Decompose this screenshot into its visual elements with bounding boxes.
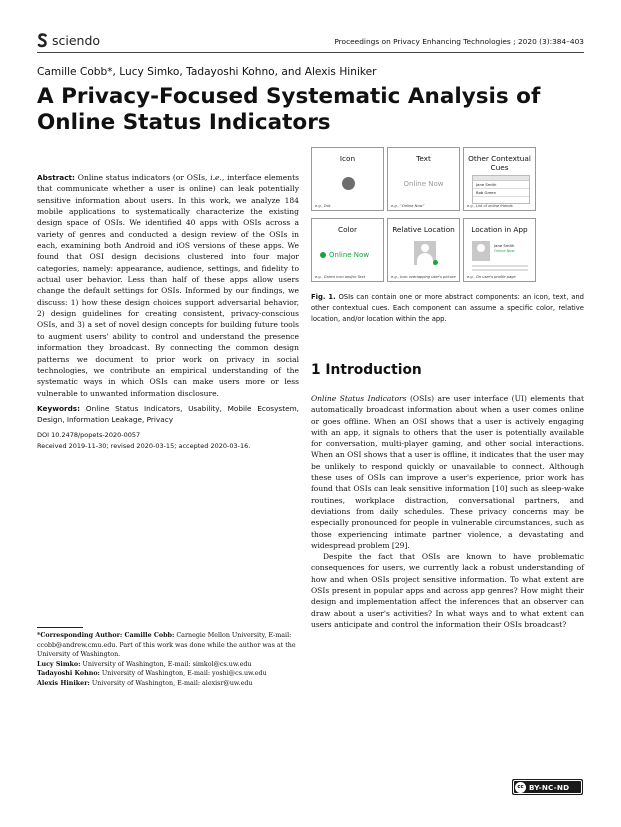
journal-reference: Proceedings on Privacy Enhancing Technologies ; 2020 (3):384–403 (334, 37, 584, 46)
intro-paragraph-1: Online Status Indicators (OSIs) are user interface (UI) elements that automatically broadcast information about when a user comes online or goes offline. When an OSI shows that a user is actively engaging with an app, it signals to others that the user is potentially available for conversation, multi-player gaming, and other social interactions. When an OSI shows that a user is offline, it indicates that the user may be unlikely to respond quickly or unavailable to connect. Although these uses of OSIs can improve a user's experience, prior work has found that OSIs can leak sensitive information [10] such as sleep-wake routines, workplace distraction, conversational partners, and deviations from daily schedules. These privacy concerns may be especially pronounced for people in vulnerable circumstances, such as those experiencing intimate partner violence, a devastating and widespread problem [29]. (311, 394, 585, 550)
figure-caption (311, 292, 584, 325)
header-divider (37, 52, 584, 53)
license-badge (512, 779, 583, 795)
profile-name: Jane Smith (494, 243, 515, 248)
figure-caption-text: OSIs can contain one or more abstract components: an icon, text, and other contextual cues. Each component can assume a specific color, relative location, and/or location within the app. (311, 293, 584, 323)
footnote-author: Alexis Hiniker: University of Washington, E-mail: alexisr@uw.edu (37, 679, 253, 687)
online-now-text: Online Now (329, 251, 370, 259)
license-text: BY-NC-ND (529, 782, 570, 792)
footnote-divider (37, 627, 83, 628)
online-now-text: Online Now (403, 180, 444, 188)
cell-title: Location in App (471, 225, 528, 234)
defined-term: Online Status Indicators (311, 394, 407, 403)
right-column (311, 393, 584, 630)
abstract-text-start: Online status indicators (or OSIs, (77, 173, 211, 182)
author-list: Camille Cobb*, Lucy Simko, Tadayoshi Kohno, and Alexis Hiniker (37, 66, 377, 78)
received-dates: Received 2019-11-30; revised 2020-03-15; accepted 2020-03-16. (37, 441, 251, 450)
publisher-name: sciendo (52, 32, 101, 48)
figure-cell-color (311, 218, 384, 282)
green-dot-icon (320, 252, 326, 258)
cell-title: Other Contextual Cues (468, 154, 531, 172)
green-online-indicator (320, 251, 369, 259)
online-friends-list (472, 175, 530, 204)
figure-osi-components (311, 147, 584, 282)
cell-title: Relative Location (392, 225, 455, 234)
abstract-label: Abstract: (37, 173, 75, 182)
cell-title: Color (337, 225, 358, 234)
footnote-author: Tadayoshi Kohno: University of Washington, E-mail: yoshi@cs.uw.edu (37, 670, 267, 678)
footnotes (37, 631, 299, 689)
profile-page-mockup (472, 241, 528, 261)
figure-cell-relative-location (387, 218, 460, 282)
cell-caption: e.g., Green icon and/or Text (315, 275, 366, 279)
section-heading: 1 Introduction (311, 362, 422, 378)
abstract-text: interface elements that communicate whether a user is online) can leak potentially sensitive information about users. In this work, we analyze 184 mobile applications to systematically characterize the existing design space of OSIs. We identified 40 apps with OSIs across a variety of genres and conducted a design review of the OSIs in each, examining both Android and iOS versions of these apps. We found that OSI design decisions clustered into four major categories, namely: appearance, audience, settings, and fidelity to actual user behavior. Less than half of these apps allow users change the default settings for OSIs. Informed by our findings, we discuss: 1) how these design choices support adversarial behavior, 2) design guidelines for creating consistent, privacy-conscious OSIs, and 3) a set of novel design concepts for building future tools to augment users' ability to control and understand the presence information they broadcast. By connecting the common design patterns we document to prior work on privacy in social technologies, we contribute an empirical understanding of the systematic ways in which OSIs can make users more or less vulnerable to unwanted information disclosure. (37, 173, 299, 398)
sciendo-logo-icon (37, 33, 48, 48)
doi: DOI 10.2478/popets-2020-0057 (37, 430, 141, 439)
cell-caption: e.g., On user's profile page (467, 275, 516, 279)
profile-picture-icon (472, 241, 490, 261)
figure-cell-text (387, 147, 460, 211)
cell-caption: e.g., Icon overlapping user's picture (391, 275, 456, 279)
left-column (37, 172, 299, 452)
keywords (37, 403, 299, 426)
placeholder-line (472, 265, 528, 267)
list-item: Jane Smith (473, 181, 529, 189)
cell-caption: e.g., Dot (315, 204, 331, 208)
abstract-ie: i.e., (210, 173, 225, 182)
abstract (37, 172, 299, 399)
figure-cell-contextual-cues (463, 147, 536, 211)
intro-paragraph-2: Despite the fact that OSIs are known to have problematic consequences for users, we currently lack a robust understanding of how and when OSIs project sensitive information. To what extent are OSIs present in popular apps and across app genres? How might their design and implementation affect the inferences that an observer can draw about a user's activities? In what ways and to what extent can users anticipate and control the information their OSIs broadcast? (311, 552, 584, 629)
placeholder-line (472, 269, 528, 271)
keywords-label: Keywords: (37, 403, 81, 413)
publisher-logo (37, 32, 100, 48)
cell-title: Icon (339, 154, 356, 163)
cell-title: Text (416, 154, 431, 163)
figure-label: Fig. 1. (311, 293, 336, 301)
figure-cell-icon (311, 147, 384, 211)
creative-commons-icon: cc (515, 782, 526, 793)
footnote-corresponding-author: *Corresponding Author: Camille Cobb: Carnegie Mellon University, E-mail: ccobb@andrew.cmu.edu. Part of this work was done while the author was at the University of Washington. (37, 632, 296, 659)
cell-caption: e.g., “Online Now” (391, 204, 425, 208)
status-dot-icon (342, 177, 355, 190)
paper-title: A Privacy-Focused Systematic Analysis of Online Status Indicators (37, 84, 541, 135)
figure-cell-location-in-app (463, 218, 536, 282)
list-item: Bob Green (473, 189, 529, 197)
keywords-text: Online Status Indicators, Usability, Mobile Ecosystem, Design, Information Leakage, Privacy (37, 403, 299, 425)
green-dot-icon (433, 260, 438, 265)
profile-status: Online Now (494, 249, 515, 253)
footnote-author: Lucy Simko: University of Washington, E-mail: simkol@cs.uw.edu (37, 660, 252, 668)
cell-caption: e.g., List of online friends (467, 204, 513, 208)
